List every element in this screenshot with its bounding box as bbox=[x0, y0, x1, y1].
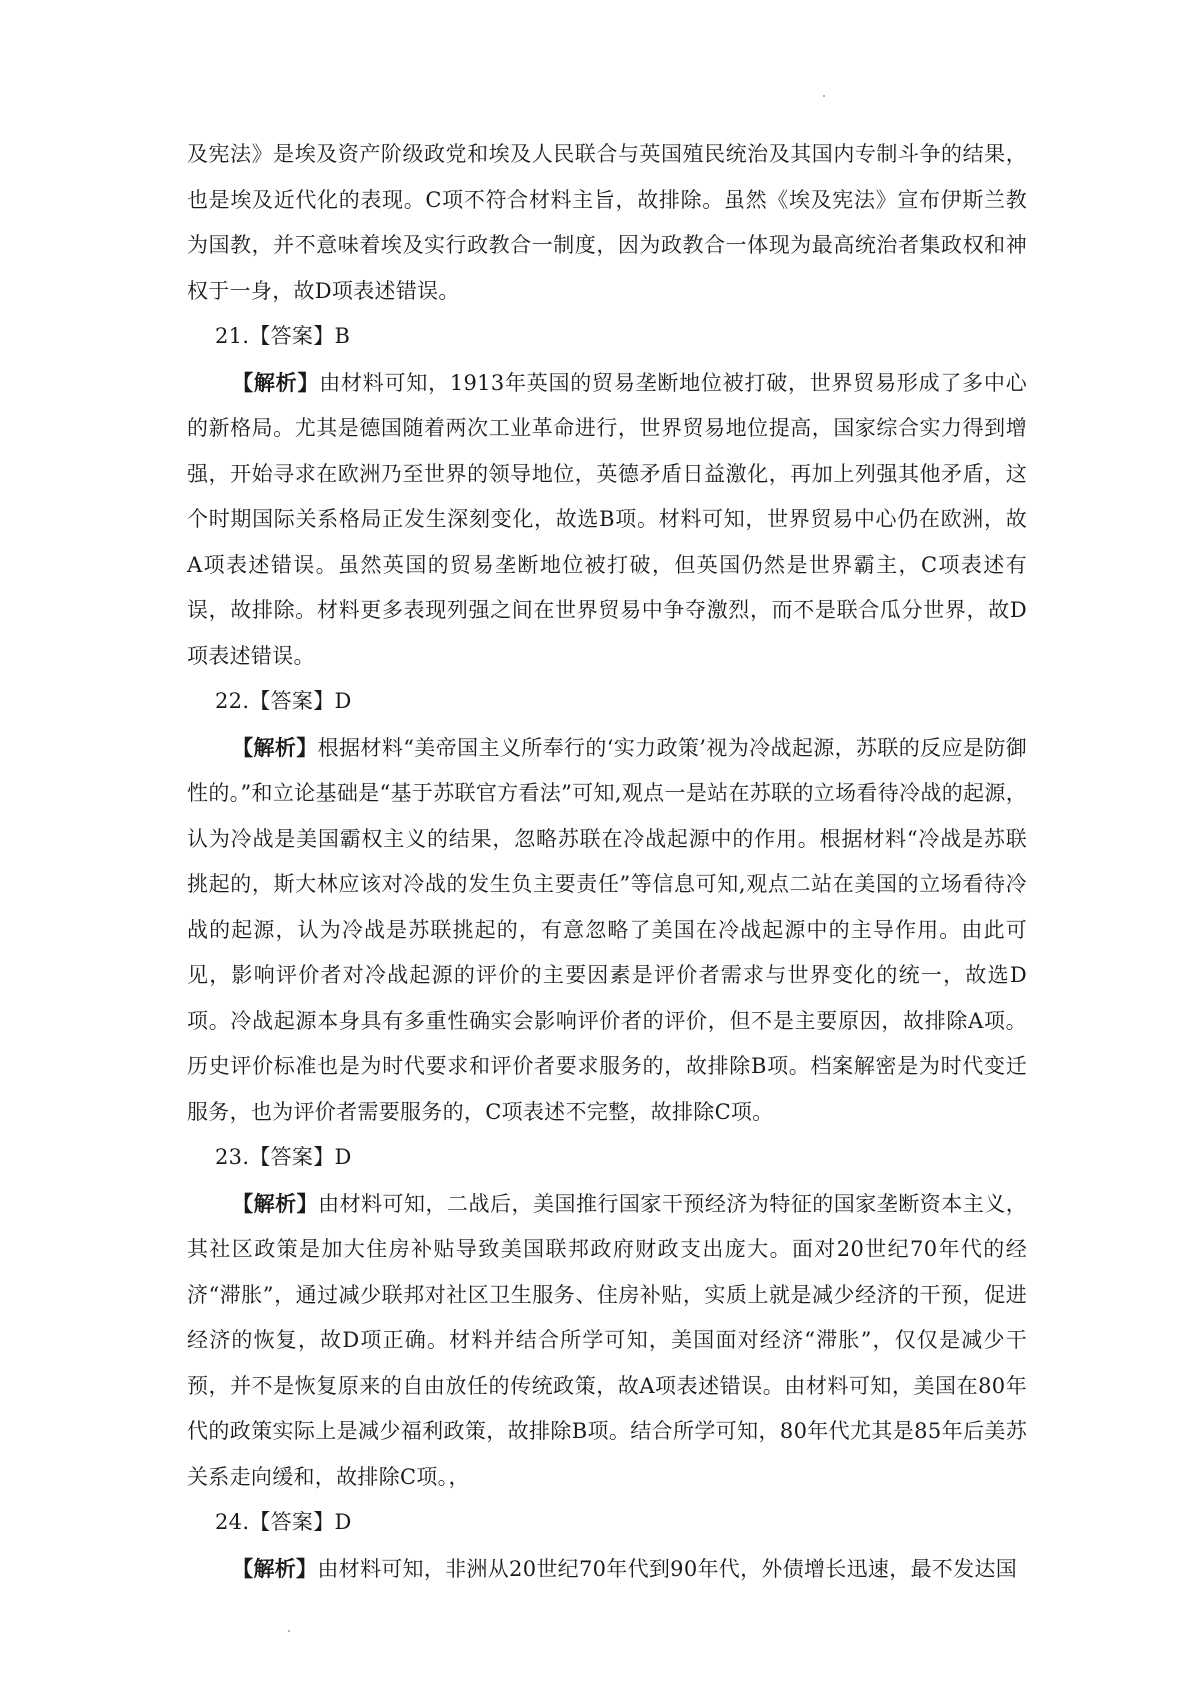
analysis-text: 由材料可知，1913年英国的贸易垄断地位被打破，世界贸易形成了多中心的新格局。尤其是德国随着两次工业革命进行，世界贸易地位提高，国家综合实力得到增强，开始寻求在欧洲乃至世界的领导地位，英德矛盾日益激化，再加上列强其他矛盾，这个时期国际关系格局正发生深刻变化，故选B项。材料可知，世界贸易中心仍在欧洲，故A项表述错误。虽然英国的贸易垄断地位被打破，但英国仍然是世界霸主，C项表述有误，故排除。材料更多表现列强之间在世界贸易中争夺激烈，而不是联合瓜分世界，故D项表述错误。 bbox=[187, 370, 1028, 668]
answer-22: 22.【答案】D bbox=[215, 689, 352, 713]
paragraph-continuation: 及宪法》是埃及资产阶级政党和埃及人民联合与英国殖民统治及其国内专制斗争的结果，也是埃及近代化的表现。C项不符合材料主旨，故排除。虽然《埃及宪法》宣布伊斯兰教为国教，并不意味着埃及实行政教合一制度，因为政教合一体现为最高统治者集政权和神权于一身，故D项表述错误。 bbox=[187, 142, 1027, 303]
scan-speck bbox=[823, 95, 825, 97]
analysis-text: 由材料可知，二战后，美国推行国家干预经济为特征的国家垄断资本主义，其社区政策是加大住房补贴导致美国联邦政府财政支出庞大。面对20世纪70年代的经济“滞胀”，通过减少联邦对社区卫生服务、住房补贴，实质上就是减少经济的干预，促进经济的恢复，故D项正确。材料并结合所学可知，美国面对经济“滞胀”，仅仅是减少干预，并不是恢复原来的自由放任的传统政策，故A项表述错误。由材料可知，美国在80年代的政策实际上是减少福利政策，故排除B项。结合所学可知，80年代尤其是85年后美苏关系走向缓和，故排除C项。， bbox=[187, 1191, 1027, 1489]
analysis-21 bbox=[187, 360, 1027, 680]
analysis-label: 【解析】 bbox=[232, 734, 318, 760]
analysis-label: 【解析】 bbox=[232, 1555, 318, 1581]
analysis-24 bbox=[187, 1546, 1027, 1593]
analysis-label: 【解析】 bbox=[232, 1190, 319, 1216]
analysis-23 bbox=[187, 1181, 1027, 1501]
analysis-22 bbox=[187, 725, 1027, 1136]
answer-23: 23.【答案】D bbox=[215, 1145, 352, 1169]
analysis-text: 根据材料“美帝国主义所奉行的‘实力政策’视为冷战起源，苏联的反应是防御性的。”和立论基础是“基于苏联官方看法”可知,观点一是站在苏联的立场看待冷战的起源，认为冷战是美国霸权主义的结果，忽略苏联在冷战起源中的作用。根据材料“冷战是苏联挑起的，斯大林应该对冷战的发生负主要责任”等信息可知,观点二站在美国的立场看待冷战的起源，认为冷战是苏联挑起的，有意忽略了美国在冷战起源中的主导作用。由此可见，影响评价者对冷战起源的评价的主要因素是评价者需求与世界变化的统一，故选D项。冷战起源本身具有多重性确实会影响评价者的评价，但不是主要原因，故排除A项。历史评价标准也是为时代要求和评价者要求服务的，故排除B项。档案解密是为时代变迁服务，也为评价者需要服务的，C项表述不完整，故排除C项。 bbox=[187, 735, 1027, 1124]
answer-21: 21.【答案】B bbox=[215, 324, 351, 348]
answer-analysis-text bbox=[187, 132, 1027, 1592]
analysis-text: 由材料可知，非洲从20世纪70年代到90年代，外债增长迅速，最不发达国 bbox=[317, 1556, 1018, 1581]
analysis-label: 【解析】 bbox=[232, 369, 320, 395]
answer-24: 24.【答案】D bbox=[215, 1510, 352, 1534]
scan-speck bbox=[288, 1630, 290, 1632]
